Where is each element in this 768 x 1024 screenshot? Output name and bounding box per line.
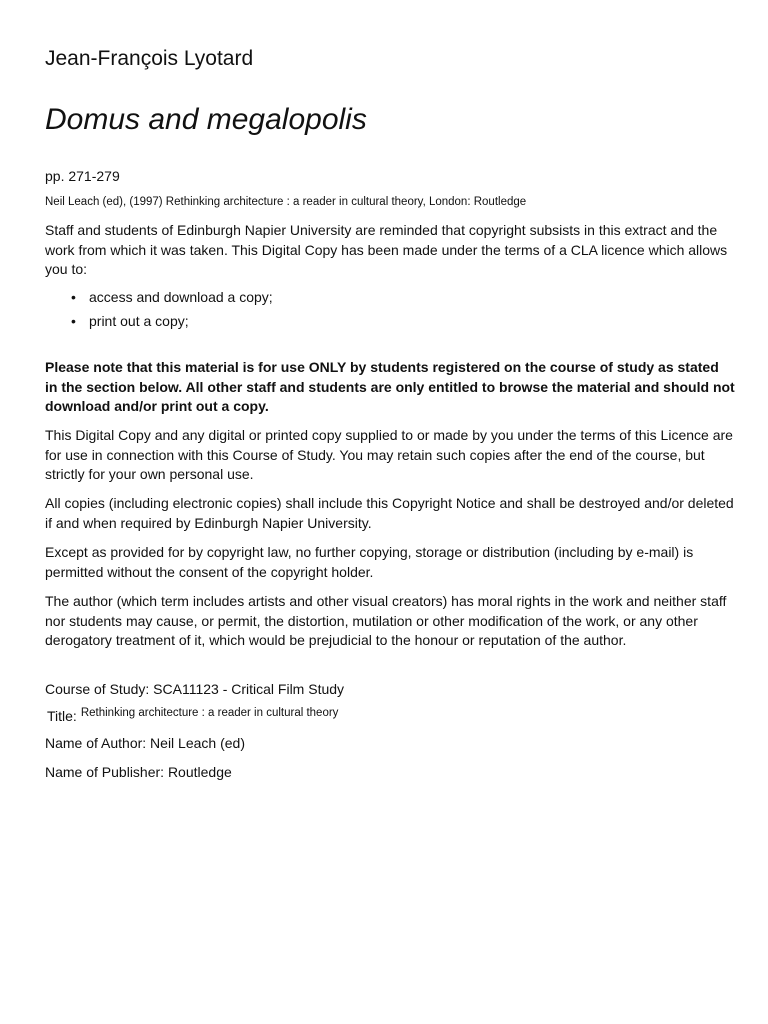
- list-item-label: access and download a copy;: [89, 289, 273, 305]
- list-item: [71, 311, 273, 335]
- list-item: [71, 287, 273, 311]
- all-copies-paragraph: All copies (including electronic copies) shall include this Copyright Notice and shall be destroyed and/or deleted if and when required by Edinburgh Napier University.: [45, 495, 734, 531]
- work-title-label: Title:: [47, 708, 77, 724]
- usage-warning-paragraph: Please note that this material is for use ONLY by students registered on the course of study as stated in the section below. All other staff and students are only entitled to browse the material and should not download and/or print out a copy.: [45, 359, 735, 414]
- citation: Neil Leach (ed), (1997) Rethinking architecture : a reader in cultural theory, London: Routledge: [45, 196, 527, 208]
- notice-intro-paragraph: Staff and students of Edinburgh Napier University are reminded that copyright subsists in this extract and the work from which it was taken. This Digital Copy has been made under the terms of a CLA licence which allows you to:: [45, 222, 728, 277]
- digital-copy-paragraph: This Digital Copy and any digital or printed copy supplied to or made by you under the terms of this Licence are for use in connection with this Course of Study. You may retain such copies after the end of the course, but strictly for your own personal use.: [45, 427, 733, 482]
- author-name-field: Name of Author: Neil Leach (ed): [45, 735, 245, 751]
- list-item-label: print out a copy;: [89, 313, 189, 329]
- work-title-field: [47, 707, 338, 728]
- document-title: Domus and megalopolis: [45, 103, 367, 136]
- course-of-study: Course of Study: SCA11123 - Critical Film Study: [45, 681, 345, 697]
- copyright-exception-paragraph: Except as provided for by copyright law, no further copying, storage or distribution (including by e-mail) is permitted without the consent of the copyright holder.: [45, 544, 694, 580]
- page-range: pp. 271-279: [45, 168, 120, 184]
- work-title-value: Rethinking architecture : a reader in cultural theory: [80, 707, 339, 719]
- moral-rights-paragraph: The author (which term includes artists and other visual creators) has moral rights in the work and neither staff nor students may cause, or permit, the distortion, mutilation or other modification of the work, or any other derogatory treatment of it, which would be prejudicial to the honour or reputation of the author.: [45, 593, 727, 648]
- publisher-name-field: Name of Publisher: Routledge: [45, 764, 232, 780]
- permission-list: [71, 287, 273, 335]
- author-name: Jean-François Lyotard: [45, 47, 254, 70]
- bullet-icon: •: [71, 289, 76, 305]
- bullet-icon: •: [71, 313, 76, 329]
